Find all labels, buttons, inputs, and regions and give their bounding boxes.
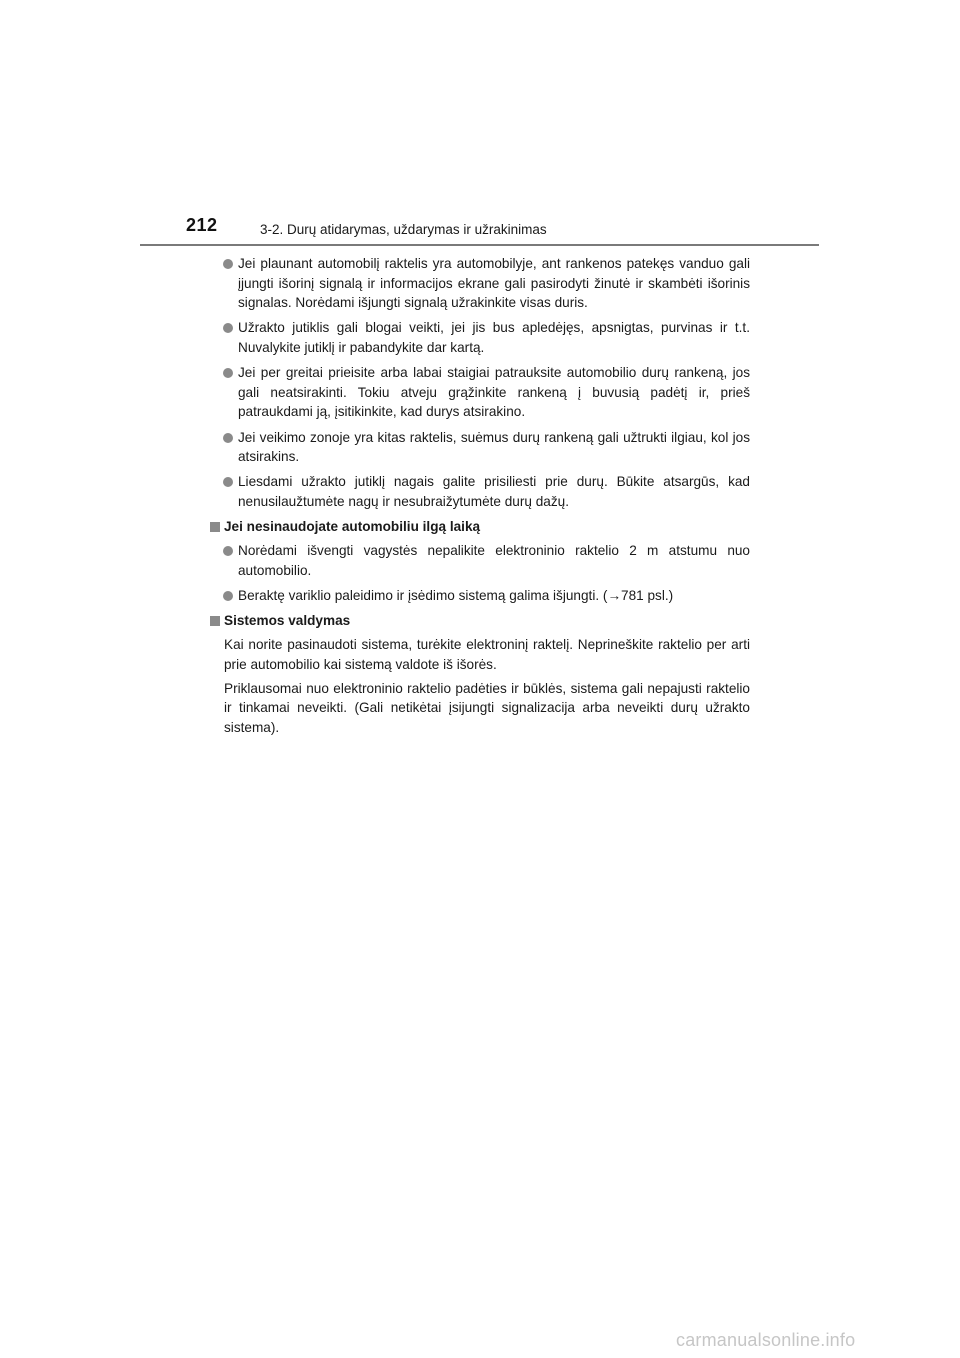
section-heading-text: Sistemos valdymas (224, 613, 351, 629)
bullet-dot-icon (223, 323, 233, 333)
bullet-dot-icon (223, 368, 233, 378)
page-reference-link[interactable]: 781 psl.) (621, 588, 674, 604)
bullet-dot-icon (223, 591, 233, 601)
page-content (210, 254, 750, 742)
list-item (210, 472, 750, 511)
list-item-text: Liesdami užrakto jutiklį nagais galite prisiliesti prie durų. Būkite atsargūs, kad nenusilaužtumėte nagų ir nesubraižytumėte durų dažų. (238, 474, 750, 509)
page-number: 212 (186, 215, 218, 235)
list-item (210, 541, 750, 580)
bullet-dot-icon (223, 477, 233, 487)
square-bullet-icon (210, 522, 220, 532)
section-heading-storage (210, 517, 750, 537)
section-title: 3-2. Durų atidarymas, uždarymas ir užrakinimas (260, 222, 547, 237)
bullet-dot-icon (223, 259, 233, 269)
paragraph: Kai norite pasinaudoti sistema, turėkite elektroninį raktelį. Neprineškite raktelio per arti prie automobilio kai sistemą valdote iš išorės. (224, 637, 750, 673)
section-heading-text: Jei nesinaudojate automobiliu ilgą laiką (224, 519, 481, 535)
list-item (210, 363, 750, 422)
paragraph: Priklausomai nuo elektroninio raktelio padėties ir būklės, sistema gali nepajusti raktelio ir tinkamai neveikti. (Gali netikėtai įsijungti signalizacija arba neveikti durų užrakto sistema). (224, 680, 750, 735)
list-item (210, 254, 750, 313)
header-divider (140, 244, 819, 246)
list-item (210, 318, 750, 357)
watermark-logo: carmanualsonline.info (676, 1330, 856, 1350)
square-bullet-icon (210, 616, 220, 626)
page-header (0, 0, 960, 250)
list-item (210, 428, 750, 467)
bullet-dot-icon (223, 546, 233, 556)
list-item-text: Beraktę variklio paleidimo ir įsėdimo sistemą galima išjungti. ( (238, 588, 608, 604)
bullet-dot-icon (223, 433, 233, 443)
list-item-text: Jei plaunant automobilį raktelis yra automobilyje, ant rankenos patekęs vanduo gali įjungti išorinį signalą ir informacijos ekrane gali pasirodyti žinutė ir skambėti išorinis signalas. Norėdami išjungti signalą užrakinkite visas duris. (238, 256, 750, 311)
section-heading-system-operation (210, 611, 750, 631)
list-item-text: Jei per greitai prieisite arba labai staigiai patrauksite automobilio durų rankeną, jos gali neatsirakinti. Tokiu atveju grąžinkite rankeną į buvusią padėtį ir, prieš patraukdami ją, įsitikinkite, kad durys atsirakino. (238, 365, 750, 420)
arrow-right-icon: → (607, 588, 622, 604)
list-item-text: Norėdami išvengti vagystės nepalikite elektroninio raktelio 2 m atstumu nuo automobilio. (238, 543, 750, 578)
list-item-text: Užrakto jutiklis gali blogai veikti, jei jis bus apledėjęs, apsnigtas, purvinas ir t.t. Nuvalykite jutiklį ir pabandykite dar kartą. (238, 320, 750, 355)
list-item-text: Jei veikimo zonoje yra kitas raktelis, suėmus durų rankeną gali užtrukti ilgiau, kol jos atsirakins. (238, 429, 750, 465)
list-item (210, 586, 750, 606)
